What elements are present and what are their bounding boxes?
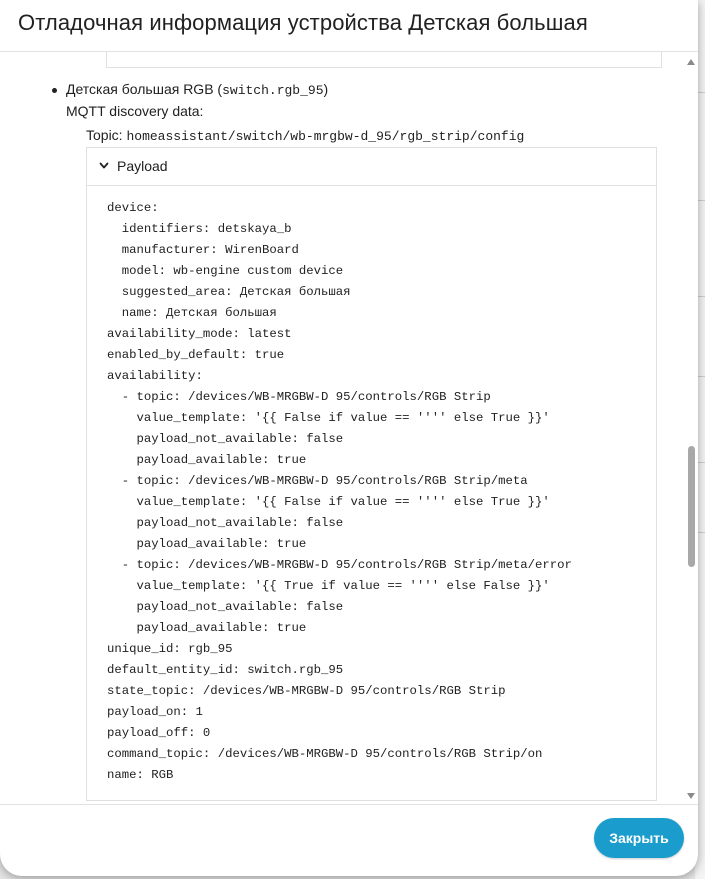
yaml-line: manufacturer: WirenBoard bbox=[107, 243, 299, 257]
yaml-line: command_topic: /devices/WB-MRGBW-D 95/controls/RGB Strip/on bbox=[107, 747, 543, 761]
yaml-line: default_entity_id: switch.rgb_95 bbox=[107, 663, 344, 677]
yaml-line: payload_off: 0 bbox=[107, 726, 211, 740]
yaml-line: value_template: '{{ False if value == '''' else True }}' bbox=[107, 495, 550, 509]
yaml-line: value_template: '{{ False if value == '''' else True }}' bbox=[107, 411, 550, 425]
entity-heading bbox=[66, 81, 328, 98]
yaml-line: availability: bbox=[107, 369, 203, 383]
yaml-line: model: wb-engine custom device bbox=[107, 264, 344, 278]
yaml-line: - topic: /devices/WB-MRGBW-D 95/controls/RGB Strip bbox=[107, 390, 491, 404]
dialog-title: Отладочная информация устройства Детская большая bbox=[18, 10, 588, 35]
payload-header[interactable] bbox=[87, 148, 656, 186]
yaml-line: enabled_by_default: true bbox=[107, 348, 285, 362]
scroll-down-arrow-icon[interactable] bbox=[687, 793, 695, 799]
entity-name-close: ) bbox=[323, 81, 329, 97]
yaml-line: - topic: /devices/WB-MRGBW-D 95/controls/RGB Strip/meta bbox=[107, 474, 528, 488]
yaml-line: payload_on: 1 bbox=[107, 705, 203, 719]
payload-yaml bbox=[107, 198, 572, 786]
topic-line bbox=[86, 127, 524, 144]
yaml-line: payload_not_available: false bbox=[107, 432, 344, 446]
entity-id: switch.rgb_95 bbox=[222, 83, 324, 98]
yaml-line: identifiers: detskaya_b bbox=[107, 222, 292, 236]
chevron-down-icon bbox=[99, 162, 109, 170]
dialog-content[interactable] bbox=[0, 52, 684, 804]
yaml-line: payload_not_available: false bbox=[107, 600, 344, 614]
payload-title: Payload bbox=[117, 158, 168, 174]
yaml-line: payload_available: true bbox=[107, 453, 307, 467]
scrollbar-thumb[interactable] bbox=[688, 446, 695, 567]
yaml-line: payload_available: true bbox=[107, 537, 307, 551]
footer-divider bbox=[0, 804, 698, 805]
yaml-line: payload_available: true bbox=[107, 621, 307, 635]
yaml-line: availability_mode: latest bbox=[107, 327, 292, 341]
content-scrollbar[interactable] bbox=[684, 52, 698, 804]
scroll-up-arrow-icon[interactable] bbox=[687, 59, 695, 65]
entity-name: Детская большая RGB ( bbox=[66, 81, 223, 97]
payload-expansion-panel bbox=[86, 147, 657, 801]
close-button[interactable]: Закрыть bbox=[594, 818, 684, 858]
yaml-line: state_topic: /devices/WB-MRGBW-D 95/controls/RGB Strip bbox=[107, 684, 506, 698]
yaml-line: name: RGB bbox=[107, 768, 174, 782]
discovery-label: MQTT discovery data: bbox=[66, 103, 204, 119]
list-bullet bbox=[52, 88, 57, 93]
topic-label: Topic: bbox=[86, 127, 127, 143]
yaml-line: value_template: '{{ True if value == '''' else False }}' bbox=[107, 579, 550, 593]
yaml-line: payload_not_available: false bbox=[107, 516, 344, 530]
yaml-line: - topic: /devices/WB-MRGBW-D 95/controls/RGB Strip/meta/error bbox=[107, 558, 572, 572]
topic-value: homeassistant/switch/wb-mrgbw-d_95/rgb_strip/config bbox=[126, 129, 525, 144]
previous-payload-card bbox=[106, 52, 662, 68]
yaml-line: suggested_area: Детская большая bbox=[107, 285, 351, 299]
yaml-line: unique_id: rgb_95 bbox=[107, 642, 233, 656]
yaml-line: device: bbox=[107, 201, 159, 215]
yaml-line: name: Детская большая bbox=[107, 306, 277, 320]
